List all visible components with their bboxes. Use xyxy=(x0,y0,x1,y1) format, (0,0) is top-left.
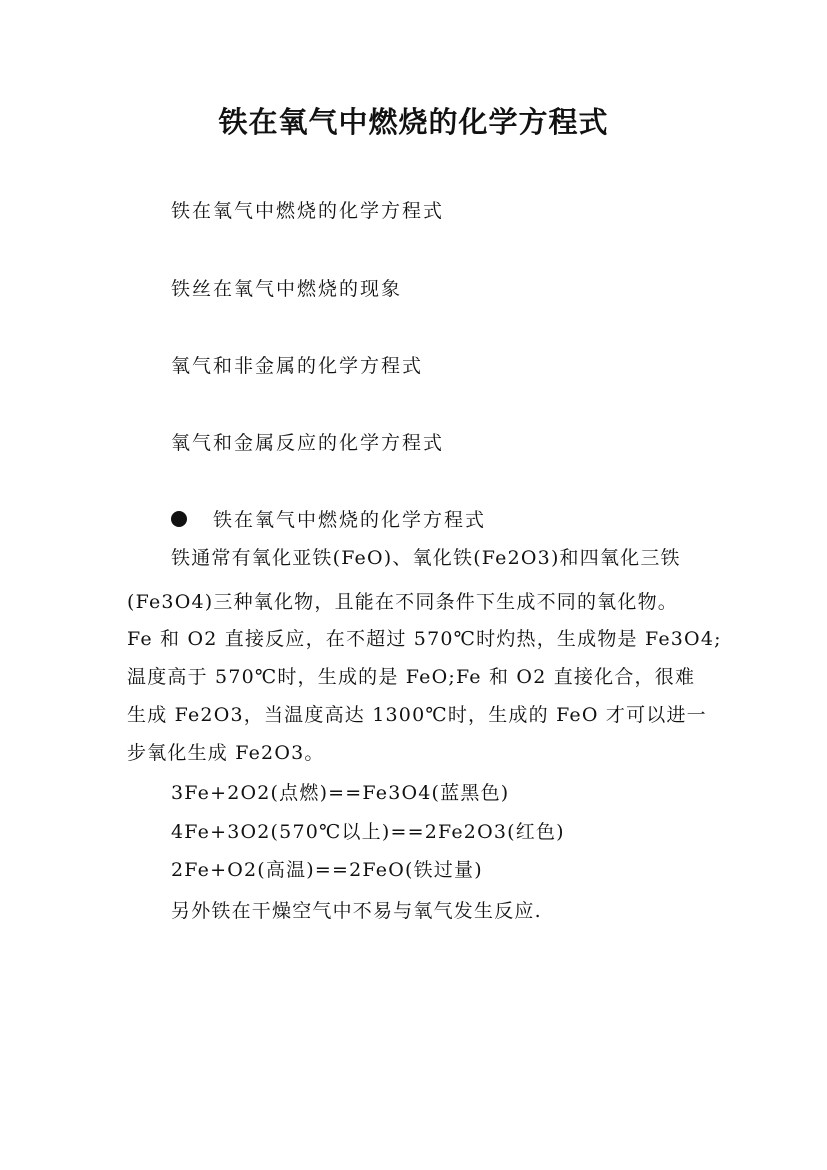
paragraph-line-1: 铁通常有氧化亚铁(FeO)、氧化铁(Fe2O3)和四氧化三铁 xyxy=(171,547,681,569)
paragraph-line-4: 温度高于 570℃时，生成的是 FeO;Fe 和 O2 直接化合，很难 xyxy=(127,666,696,688)
section-heading-text: 铁在氧气中燃烧的化学方程式 xyxy=(213,509,487,531)
document-title: 铁在氧气中燃烧的化学方程式 xyxy=(218,105,609,139)
toc-item-2: 铁丝在氧气中燃烧的现象 xyxy=(171,278,403,300)
paragraph-line-3: Fe 和 O2 直接反应，在不超过 570℃时灼热，生成物是 Fe3O4; xyxy=(127,628,722,650)
bullet-icon xyxy=(171,511,187,527)
toc-item-4: 氧气和金属反应的化学方程式 xyxy=(171,432,445,454)
equation-1: 3Fe+2O2(点燃)==Fe3O4(蓝黑色) xyxy=(171,782,510,804)
closing-note: 另外铁在干燥空气中不易与氧气发生反应. xyxy=(171,900,542,922)
paragraph-line-2: (Fe3O4)三种氧化物，且能在不同条件下生成不同的氧化物。 xyxy=(127,591,678,613)
equation-2: 4Fe+3O2(570℃以上)==2Fe2O3(红色) xyxy=(171,821,565,843)
equation-3: 2Fe+O2(高温)==2FeO(铁过量) xyxy=(171,859,483,881)
paragraph-line-6: 步氧化生成 Fe2O3。 xyxy=(127,742,325,764)
toc-item-1: 铁在氧气中燃烧的化学方程式 xyxy=(171,200,445,222)
paragraph-line-5: 生成 Fe2O3，当温度高达 1300℃时，生成的 FeO 才可以进一 xyxy=(127,704,707,726)
section-heading xyxy=(171,507,486,533)
toc-item-3: 氧气和非金属的化学方程式 xyxy=(171,355,424,377)
